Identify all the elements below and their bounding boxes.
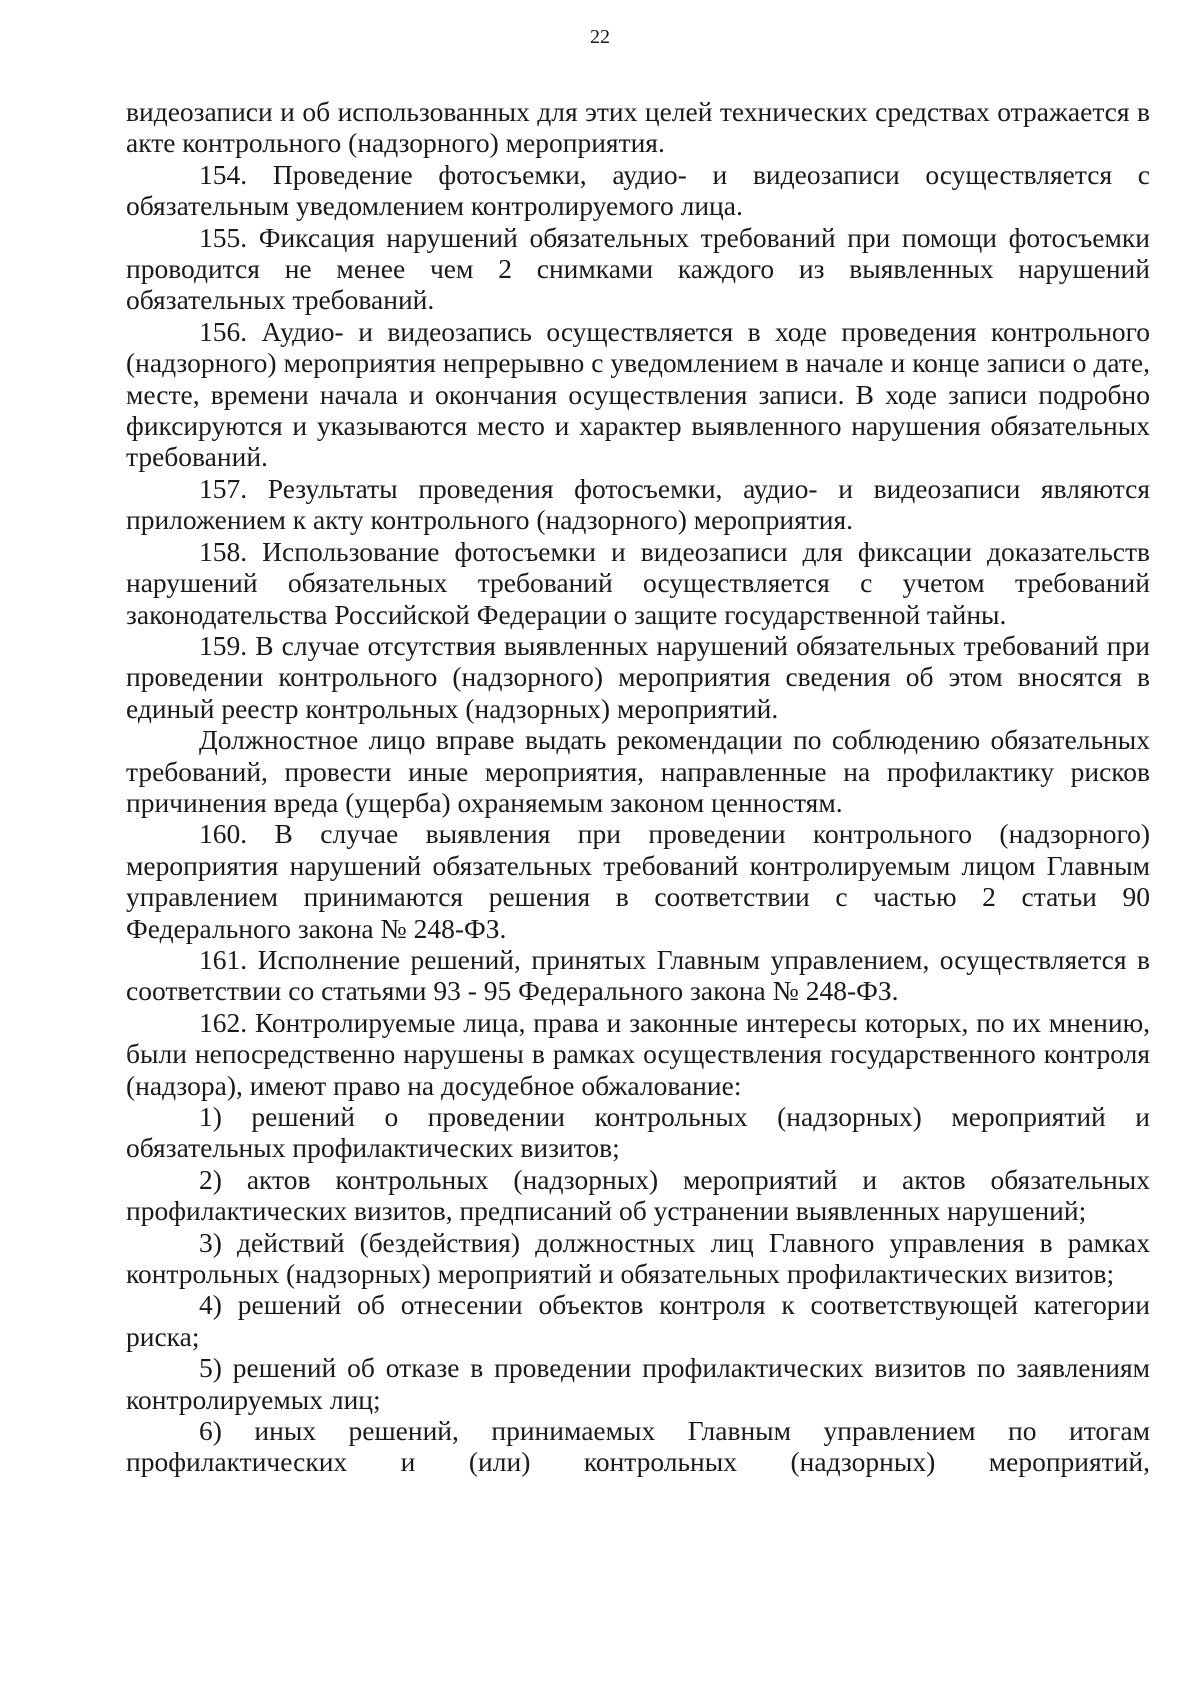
list-item-3: 3) действий (бездействия) должностных лиц Главного управления в рамках контрольных (надзорных) мероприятий и обязательных профилактических визитов; (126, 1226, 1150, 1290)
paragraph-recommendations: Должностное лицо вправе выдать рекомендации по соблюдению обязательных требований, провести иные мероприятия, направленные на профилактику рисков причинения вреда (ущерба) охраняемым законом ценностям. (126, 724, 1150, 818)
paragraph-continuation: видеозаписи и об использованных для этих целей технических средствах отражается в акте контрольного (надзорного) мероприятия. (126, 96, 1150, 159)
list-item-5: 5) решений об отказе в проведении профилактических визитов по заявлениям контролируемых лиц; (126, 1352, 1150, 1415)
paragraph-160: 160. В случае выявления при проведении контрольного (надзорного) мероприятия нарушений обязательных требований контролируемым лицом Главным управлением принимаются решения в соответствии с частью 2 статьи 90 Федерального закона № 248-ФЗ. (126, 818, 1150, 944)
paragraph-161: 161. Исполнение решений, принятых Главным управлением, осуществляется в соответствии со статьями 93 - 95 Федерального закона № 248-ФЗ. (126, 943, 1150, 1007)
paragraph-159: 159. В случае отсутствия выявленных нарушений обязательных требований при проведении контрольного (надзорного) мероприятия сведения об этом вносятся в единый реестр контрольных (надзорных) мероприятий. (126, 629, 1150, 724)
list-item-1: 1) решений о проведении контрольных (надзорных) мероприятий и обязательных профилактических визитов; (126, 1101, 1150, 1164)
list-item-2: 2) актов контрольных (надзорных) мероприятий и актов обязательных профилактических визитов, предписаний об устранении выявленных нарушений; (126, 1163, 1150, 1227)
paragraph-156: 156. Аудио- и видеозапись осуществляется в ходе проведения контрольного (надзорного) мероприятия непрерывно с уведомлением в начале и конце записи о дате, месте, времени начала и окончания осуществления записи. В ходе записи подробно фиксируются и указываются место и характер выявленного нарушения обязательных требований. (126, 315, 1150, 473)
list-item-6: 6) иных решений, принимаемых Главным управлением по итогам профилактических и (или) контрольных (надзорных) мероприятий, (126, 1415, 1150, 1478)
paragraph-158: 158. Использование фотосъемки и видеозаписи для фиксации доказательств нарушений обязательных требований осуществляется с учетом требований законодательства Российской Федерации о защите государственной тайны. (126, 535, 1150, 630)
page-number: 22 (590, 26, 610, 48)
paragraph-157: 157. Результаты проведения фотосъемки, аудио- и видеозаписи являются приложением к акту контрольного (надзорного) мероприятия. (126, 472, 1150, 536)
list-item-4: 4) решений об отнесении объектов контроля к соответствующей категории риска; (126, 1289, 1150, 1352)
paragraph-155: 155. Фиксация нарушений обязательных требований при помощи фотосъемки проводится не менее чем 2 снимками каждого из выявленных нарушений обязательных требований. (126, 221, 1150, 316)
document-body (126, 96, 1150, 1478)
paragraph-162: 162. Контролируемые лица, права и законные интересы которых, по их мнению, были непосредственно нарушены в рамках осуществления государственного контроля (надзора), имеют право на досудебное обжалование: (126, 1006, 1150, 1101)
paragraph-154: 154. Проведение фотосъемки, аудио- и видеозаписи осуществляется с обязательным уведомлением контролируемого лица. (126, 158, 1150, 222)
